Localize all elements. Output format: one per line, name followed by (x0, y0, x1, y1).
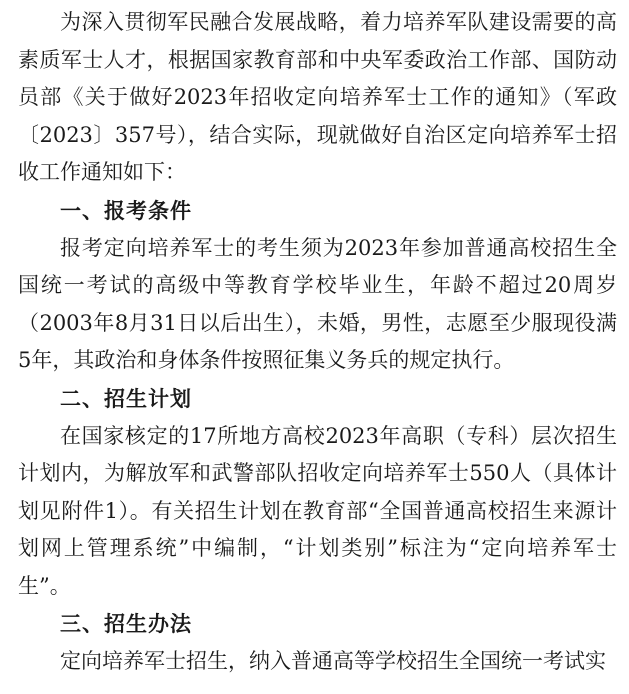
section-body-eligibility: 报考定向培养军士的考生须为2023年参加普通高校招生全国统一考试的高级中等教育学校毕业生，年龄不超过20周岁（2003年8月31日以后出生），未婚，男性，志愿至少服现役满5年，其政治和身体条件按照征集义务兵的规定执行。 (18, 235, 617, 372)
section-heading-enrollment-plan: 二、招生计划 (60, 386, 192, 411)
section-heading-enrollment-method: 三、招生办法 (60, 612, 192, 636)
section-body-enrollment-method: 定向培养军士招生，纳入普通高等学校招生全国统一考试实 (60, 649, 606, 673)
intro-paragraph: 为深入贯彻军民融合发展战略，着力培养军队建设需要的高素质军士人才，根据国家教育部和中央军委政治工作部、国防动员部《关于做好2023年招收定向培养军士工作的通知》（军政〔2023〕357号），结合实际，现就做好自治区定向培养军士招收工作通知如下： (18, 10, 617, 184)
section-heading-eligibility: 一、报考条件 (60, 198, 192, 223)
section-body-enrollment-plan: 在国家核定的17所地方高校2023年高职（专科）层次招生计划内，为解放军和武警部队招收定向培养军士550人（具体计划见附件1）。有关招生计划在教育部“全国普通高校招生来源计划网上管理系统”中编制，“计划类别”标注为“定向培养军士生”。 (18, 423, 617, 598)
